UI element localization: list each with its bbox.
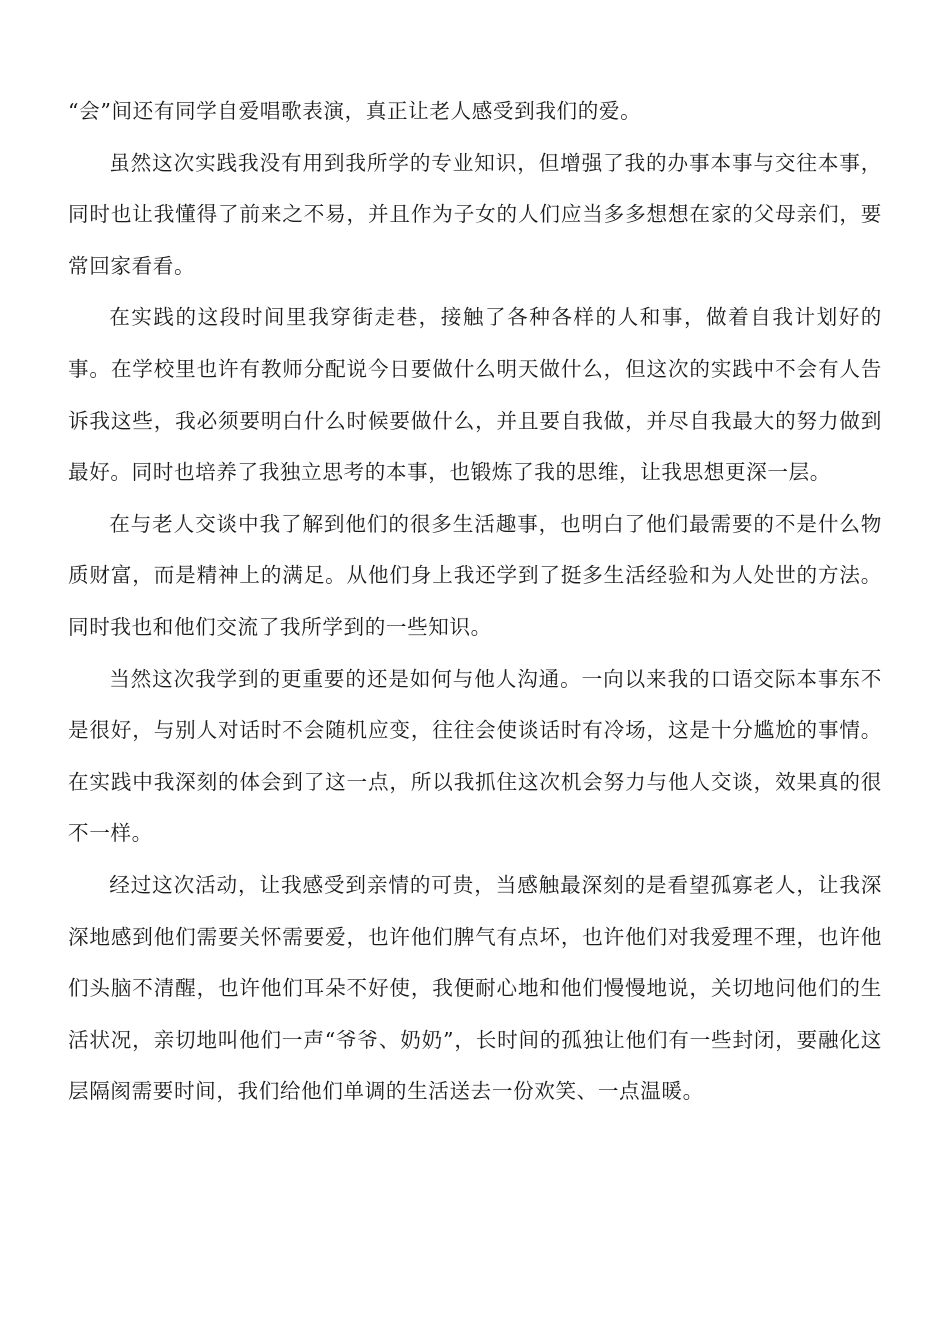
document-body (68, 86, 882, 1118)
paragraph-practice-period: 在实践的这段时间里我穿街走巷，接触了各种各样的人和事，做着自我计划好的事。在学校里也许有教师分配说今日要做什么明天做什么，但这次的实践中不会有人告诉我这些，我必须要明白什么时候要做什么，并且要自我做，并尽自我最大的努力做到最好。同时也培养了我独立思考的本事，也锻炼了我的思维，让我思想更深一层。 (68, 305, 882, 485)
paragraph-continuation: “会”间还有同学自爱唱歌表演，真正让老人感受到我们的爱。 (68, 99, 642, 123)
paragraph-practice-reflection: 虽然这次实践我没有用到我所学的专业知识，但增强了我的办事本事与交往本事，同时也让我懂得了前来之不易，并且作为子女的人们应当多多想想在家的父母亲们，要常回家看看。 (68, 150, 882, 278)
paragraph-talking-with-elders: 在与老人交谈中我了解到他们的很多生活趣事，也明白了他们最需要的不是什么物质财富，而是精神上的满足。从他们身上我还学到了挺多生活经验和为人处世的方法。同时我也和他们交流了我所学到的一些知识。 (68, 511, 882, 639)
paragraph-conclusion: 经过这次活动，让我感受到亲情的可贵，当感触最深刻的是看望孤寡老人，让我深深地感到他们需要关怀需要爱，也许他们脾气有点坏，也许他们对我爱理不理，也许他们头脑不清醒，也许他们耳朵不好使，我便耐心地和他们慢慢地说，关切地问他们的生活状况，亲切地叫他们一声“爷爷、奶奶”，长时间的孤独让他们有一些封闭，要融化这层隔阂需要时间，我们给他们单调的生活送去一份欢笑、一点温暖。 (68, 872, 882, 1104)
paragraph-communication: 当然这次我学到的更重要的还是如何与他人沟通。一向以来我的口语交际本事东不是很好，与别人对话时不会随机应变，往往会使谈话时有冷场，这是十分尴尬的事情。在实践中我深刻的体会到了这一点，所以我抓住这次机会努力与他人交谈，效果真的很不一样。 (68, 666, 882, 846)
